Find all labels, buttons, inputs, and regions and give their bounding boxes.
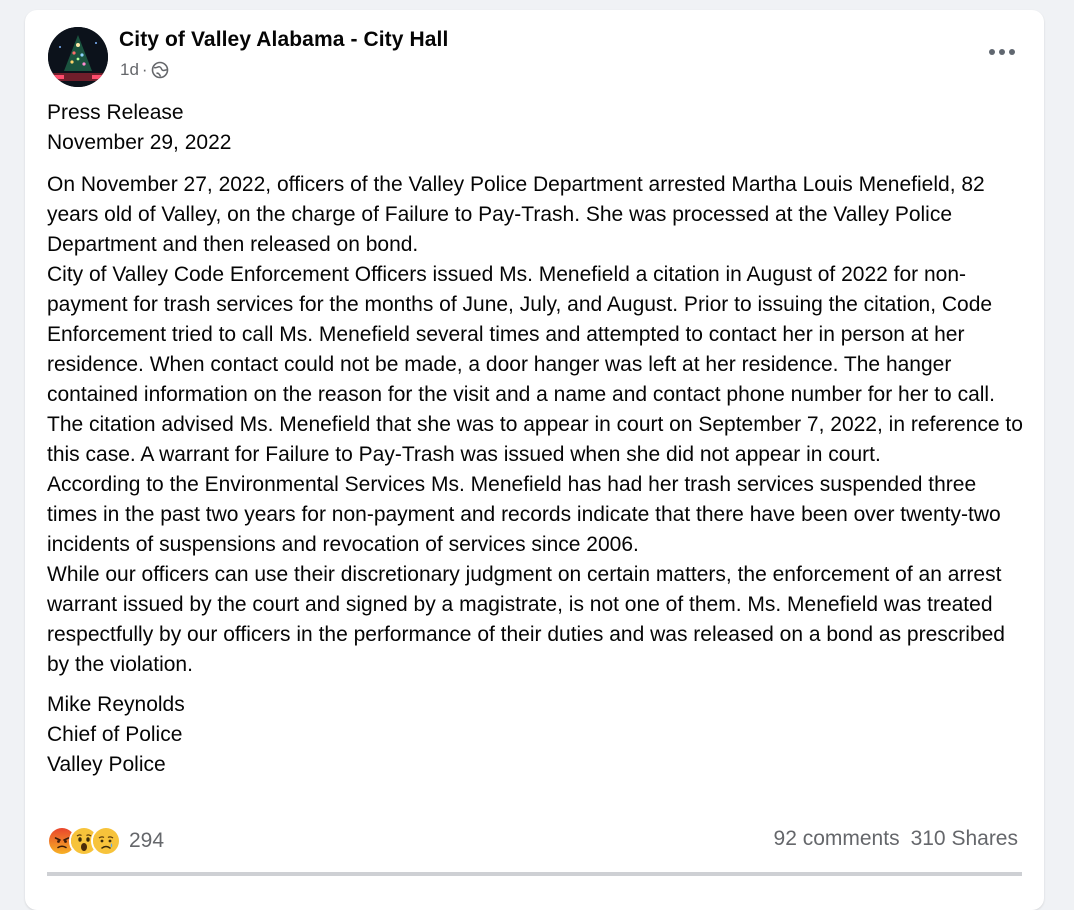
post-meta: [120, 60, 169, 80]
reactions-summary[interactable]: [47, 825, 164, 857]
page-name-link[interactable]: City of Valley Alabama - City Hall: [119, 28, 449, 51]
sad-emoji-icon: [91, 826, 121, 856]
more-horizontal-icon: [989, 49, 995, 55]
action-divider: [47, 872, 1022, 876]
body-paragraph: According to the Environmental Services Ms. Menefield has had her trash services suspended three times in the past two years for non-payment and records indicate that there have been over twenty-two incidents of suspensions and revocation of services since 2006.: [47, 473, 1001, 556]
reaction-count[interactable]: 294: [129, 829, 165, 852]
globe-icon: [151, 61, 169, 79]
more-horizontal-icon: [1009, 49, 1015, 55]
spacer: [47, 158, 1027, 170]
christmas-tree-avatar-icon: [48, 27, 108, 87]
body-paragraph: City of Valley Code Enforcement Officers issued Ms. Menefield a citation in August of 2022 for non-payment for trash services for the months of June, July, and August. Prior to issuing the citation, Code Enforcement tried to call Ms. Menefield several times and attempted to contact her in person at her residence. When contact could not be made, a door hanger was left at her residence. The hanger contained information on the reason for the visit and a name and contact phone number for her to call. The citation advised Ms. Menefield that she was to appear in court on September 7, 2022, in reference to this case. A warrant for Failure to Pay-Trash was issued when she did not appear in court.: [47, 263, 1023, 466]
post-stats: [774, 827, 1018, 851]
post-body: [47, 98, 1027, 780]
meta-separator: ·: [141, 60, 148, 79]
more-options-button[interactable]: [984, 38, 1020, 66]
more-horizontal-icon: [999, 49, 1005, 55]
press-release-heading: Press Release: [47, 101, 184, 124]
page-avatar[interactable]: [48, 27, 108, 87]
post-timestamp[interactable]: 1d: [120, 60, 139, 79]
signature-title: Chief of Police: [47, 723, 183, 746]
signature-department: Valley Police: [47, 753, 166, 776]
post-card: [25, 10, 1044, 910]
body-paragraph: On November 27, 2022, officers of the Valley Police Department arrested Martha Louis Menefield, 82 years old of Valley, on the charge of Failure to Pay-Trash. She was processed at the Valley Police Department and then released on bond.: [47, 173, 985, 256]
signature-name: Mike Reynolds: [47, 693, 185, 716]
spacer: [47, 680, 1027, 690]
comments-count-link[interactable]: 92 comments: [773, 827, 900, 850]
shares-count-link[interactable]: 310 Shares: [910, 827, 1018, 850]
body-paragraph: While our officers can use their discretionary judgment on certain matters, the enforcement of an arrest warrant issued by the court and signed by a magistrate, is not one of them. Ms. Menefield was treated respectfully by our officers in the performance of their duties and was released on a bond as prescribed by the violation.: [47, 563, 1005, 676]
press-release-date: November 29, 2022: [47, 131, 232, 154]
